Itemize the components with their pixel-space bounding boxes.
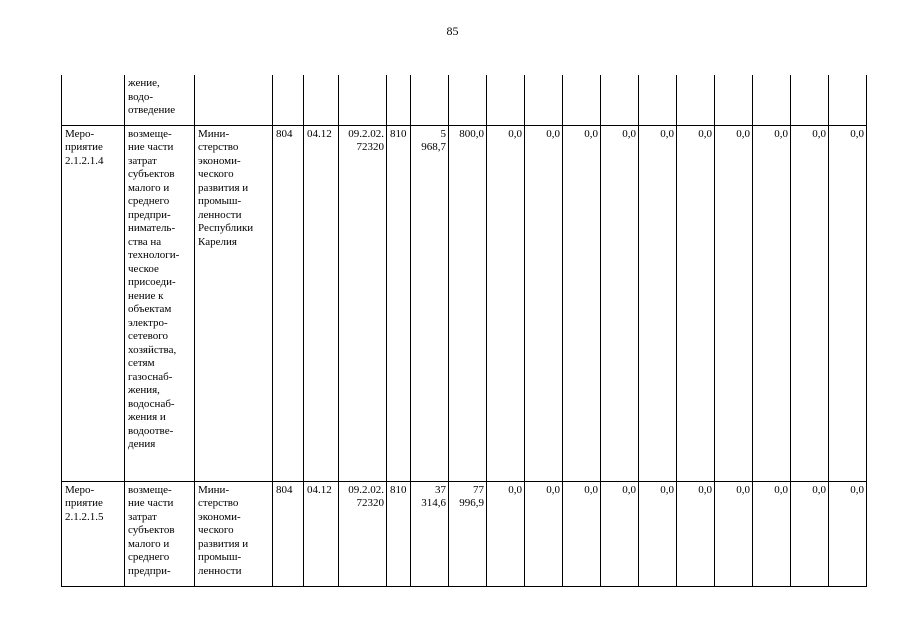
amount-cell-3 [487, 75, 525, 125]
event-id-cell [62, 75, 125, 125]
amount-cell-2: 77 996,9 [449, 481, 487, 586]
amount-cell-4 [525, 75, 563, 125]
event-id-cell: Меро- приятие 2.1.2.1.5 [62, 481, 125, 586]
amount-cell-1 [411, 75, 449, 125]
table-row [62, 125, 867, 481]
amount-cell-7 [639, 75, 677, 125]
event-title-cell: возмеще- ние части затрат субъектов малого и среднего предпри- [125, 481, 195, 586]
amount-cell-8 [677, 75, 715, 125]
grbs-code-cell: 804 [273, 481, 304, 586]
amount-cell-11 [791, 75, 829, 125]
table-row [62, 75, 867, 125]
amount-cell-9: 0,0 [715, 125, 753, 481]
amount-cell-6 [601, 75, 639, 125]
event-title-cell: жение, водо- отведение [125, 75, 195, 125]
page-number: 85 [446, 24, 459, 38]
amount-cell-7: 0,0 [639, 125, 677, 481]
amount-cell-4: 0,0 [525, 125, 563, 481]
amount-cell-12: 0,0 [829, 481, 867, 586]
amount-cell-5: 0,0 [563, 125, 601, 481]
amount-cell-12 [829, 75, 867, 125]
grbs-code-cell: 804 [273, 125, 304, 481]
section-code-cell [304, 75, 339, 125]
target-article-cell [339, 75, 387, 125]
amount-cell-4: 0,0 [525, 481, 563, 586]
amount-cell-7: 0,0 [639, 481, 677, 586]
amount-cell-8: 0,0 [677, 125, 715, 481]
expense-type-cell: 810 [387, 481, 411, 586]
amount-cell-3: 0,0 [487, 481, 525, 586]
amount-cell-1: 5 968,7 [411, 125, 449, 481]
amount-cell-6: 0,0 [601, 125, 639, 481]
target-article-cell: 09.2.02. 72320 [339, 481, 387, 586]
budget-table [61, 75, 867, 587]
event-id-cell: Меро- приятие 2.1.2.1.4 [62, 125, 125, 481]
amount-cell-10 [753, 75, 791, 125]
executor-cell: Мини- стерство экономи- ческого развития и промыш- ленности [195, 481, 273, 586]
executor-cell [195, 75, 273, 125]
amount-cell-12: 0,0 [829, 125, 867, 481]
amount-cell-5 [563, 75, 601, 125]
amount-cell-9 [715, 75, 753, 125]
amount-cell-6: 0,0 [601, 481, 639, 586]
target-article-cell: 09.2.02. 72320 [339, 125, 387, 481]
expense-type-cell [387, 75, 411, 125]
amount-cell-3: 0,0 [487, 125, 525, 481]
expense-type-cell: 810 [387, 125, 411, 481]
executor-cell: Мини- стерство экономи- ческого развития и промыш- ленности Республики Карелия [195, 125, 273, 481]
event-title-cell: возмеще- ние части затрат субъектов малого и среднего предпри- ниматель- ства на технологи- ческое присоеди- нение к объектам электро- сетевого хозяйства, сетям газоснаб- жения, водоснаб- жения и водоотве- дения [125, 125, 195, 481]
amount-cell-9: 0,0 [715, 481, 753, 586]
amount-cell-2 [449, 75, 487, 125]
table-row [62, 481, 867, 586]
section-code-cell: 04.12 [304, 125, 339, 481]
amount-cell-5: 0,0 [563, 481, 601, 586]
amount-cell-11: 0,0 [791, 125, 829, 481]
grbs-code-cell [273, 75, 304, 125]
amount-cell-1: 37 314,6 [411, 481, 449, 586]
amount-cell-2: 800,0 [449, 125, 487, 481]
amount-cell-10: 0,0 [753, 481, 791, 586]
amount-cell-8: 0,0 [677, 481, 715, 586]
amount-cell-11: 0,0 [791, 481, 829, 586]
section-code-cell: 04.12 [304, 481, 339, 586]
amount-cell-10: 0,0 [753, 125, 791, 481]
